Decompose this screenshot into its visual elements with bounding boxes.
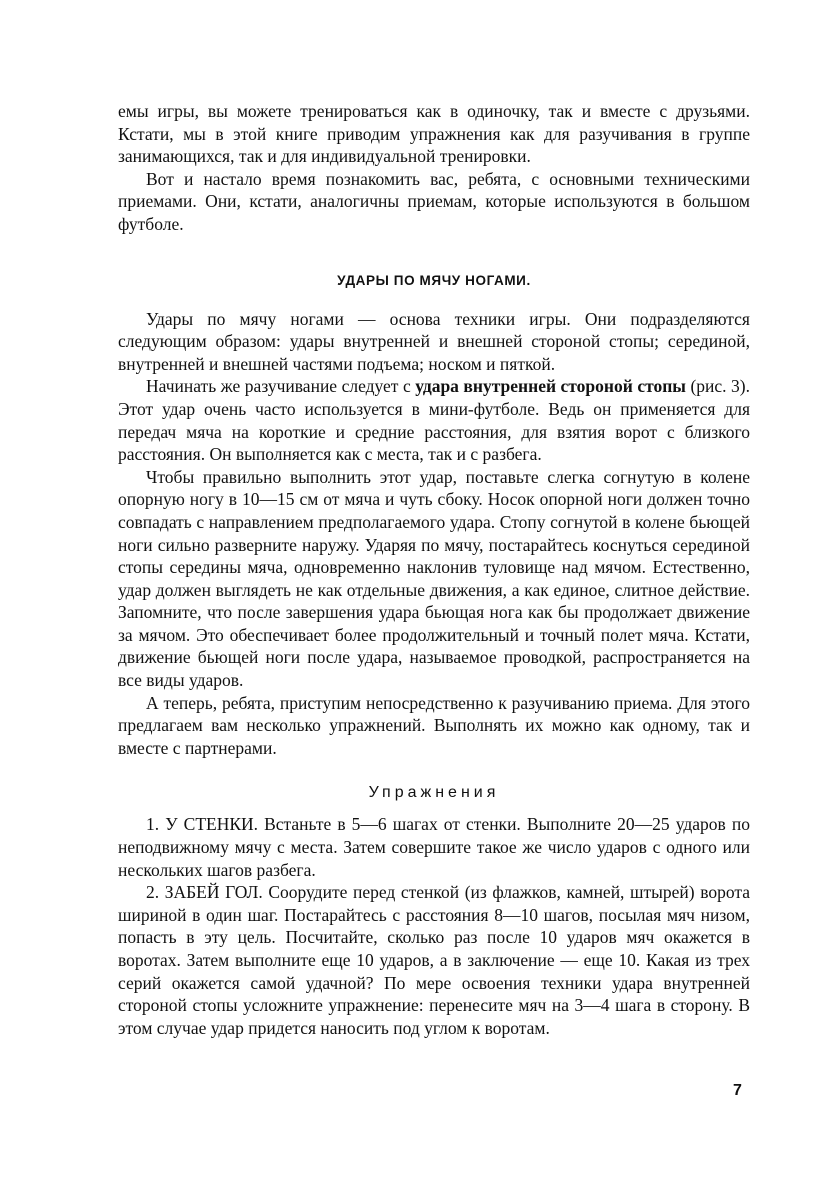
- section-paragraph-4: А теперь, ребята, приступим непосредственно к разучиванию приема. Для этого предлагаем вам несколько упражнений. Выполнять их можно как одному, так и вместе с партнерами.: [118, 692, 750, 758]
- exercises-heading: Упражнения: [368, 784, 500, 802]
- section-paragraph-2-end: (рис. 3). Этот удар очень часто используется в мини-футболе. Ведь он применяется для передач мяча на короткие и средние расстояния, для взятия ворот с близкого расстояния. Он выполняется как с места, так и с разбега.: [118, 376, 750, 465]
- page-number: 7: [733, 1082, 742, 1099]
- section-paragraph-2-start: Начинать же разучивание следует с: [146, 376, 416, 397]
- page-body: [118, 100, 750, 1039]
- section-paragraph-3: Чтобы правильно выполнить этот удар, поставьте слегка согнутую в колене опорную ногу в 10—15 см от мяча и чуть сбоку. Носок опорной ноги должен точно совпадать с направлением предполагаемого удара. Стопу согнутой в колене бьющей ноги сильно разверните наружу. Ударяя по мячу, постарайтесь коснуться серединой стопы середины мяча, одновременно наклонив туловище над мячом. Естественно, удар должен выглядеть не как отдельные движения, а как единое, слитное действие. Запомните, что после завершения удара бьющая нога как бы продолжает движение за мячом. Это обеспечивает более продолжительный и точный полет мяча. Кстати, движение бьющей ноги после удара, называемое проводкой, распространяется на все виды ударов.: [118, 466, 750, 691]
- exercise-2: 2. ЗАБЕЙ ГОЛ. Соорудите перед стенкой (из флажков, камней, штырей) ворота шириной в один шаг. Постарайтесь с расстояния 8—10 шагов, посылая мяч низом, попасть в эту цель. Посчитайте, сколько раз после 10 ударов мяч окажется в воротах. Затем выполните еще 10 ударов, а в заключение — еще 10. Какая из трех серий окажется самой удачной? По мере освоения техники удара внутренней стороной стопы усложните упражнение: перенесите мяч на 3—4 шага в сторону. В этом случае удар придется наносить под углом к воротам.: [118, 882, 750, 1038]
- section-heading: УДАРЫ ПО МЯЧУ НОГАМИ.: [337, 272, 531, 288]
- section-paragraph-1: Удары по мячу ногами — основа техники игры. Они подразделяются следующим образом: удары внутренней и внешней стороной стопы; серединой, внутренней и внешней частями подъема; носком и пяткой.: [118, 308, 750, 374]
- intro-paragraph-2: Вот и настало время познакомить вас, ребята, с основными техническими приемами. Они, кстати, аналогичны приемам, которые используются в большом футболе.: [118, 168, 750, 234]
- exercise-1: 1. У СТЕНКИ. Встаньте в 5—6 шагах от стенки. Выполните 20—25 ударов по неподвижному мячу с места. Затем совершите такое же число ударов с одного или нескольких шагов разбега.: [118, 814, 750, 880]
- intro-paragraph-1: емы игры, вы можете тренироваться как в одиночку, так и вместе с друзьями. Кстати, мы в этой книге приводим упражнения как для разучивания в группе занимающихся, так и для индивидуальной тренировки.: [118, 101, 750, 167]
- section-paragraph-2: [118, 375, 750, 465]
- bold-term: удара внутренней стороной стопы: [415, 376, 686, 397]
